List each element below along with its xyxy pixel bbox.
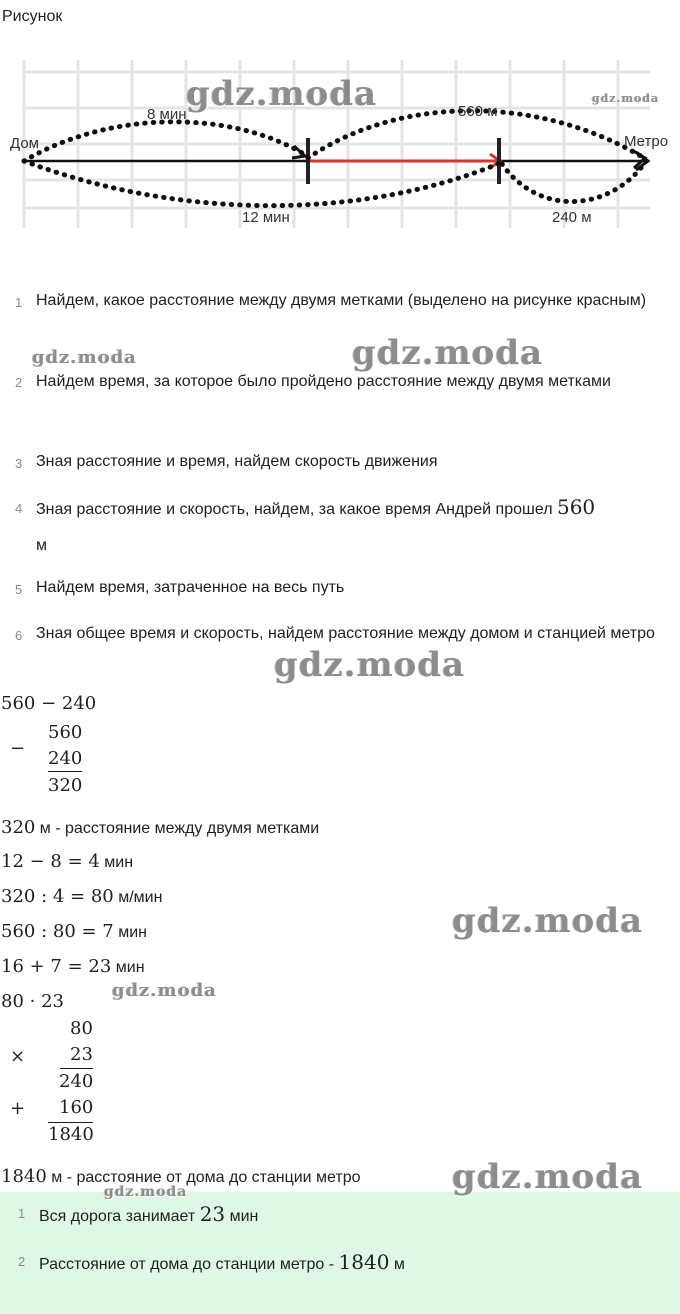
divider-line [60,1068,93,1069]
step-text: Найдем время, затраченное на весь путь [36,579,345,596]
metro-label: Метро [624,133,669,150]
line-total-distance: 1840 м - расстояние от дома до станции метро [1,1166,361,1187]
bottom-right-label: 240 м [552,209,592,226]
bottom-left-label: 12 мин [242,209,290,226]
line-speed: 320 : 4 = 80 м/мин [1,886,163,907]
watermark-logo: gdz.moda [592,92,660,105]
watermark-logo: gdz.moda [274,645,466,685]
watermark-logo: gdz.moda [452,901,644,941]
answer-number: 1 [18,1206,26,1221]
step-unit: м [36,537,47,554]
partial-product-2: 160 [59,1097,94,1118]
times-sign: × [10,1046,26,1067]
subtrahend: 240 [48,748,83,769]
step-text-part: Зная расстояние и скорость, найдем, за какое время Андрей прошел [36,501,557,518]
step-number: 2 [15,375,23,390]
step-text: Найдем время, за которое было пройдено расстояние между двумя метками [36,373,611,390]
arc-bottom-left [24,161,498,206]
step-number: 3 [15,456,23,471]
step-text: Зная общее время и скорость, найдем расстояние между домом и станцией метро [36,625,655,642]
step-number: 5 [15,582,23,597]
partial-product-1: 240 [59,1071,94,1092]
line-time-560: 560 : 80 = 7 мин [1,921,147,942]
step-number: 6 [15,628,23,643]
watermark-logo: gdz.moda [352,333,544,373]
arc-top-left [24,122,304,161]
step-text: Зная расстояние и время, найдем скорость движения [36,453,438,470]
product: 1840 [48,1124,94,1145]
top-right-label: 560 м [458,103,498,120]
home-label: Дом [10,135,39,152]
watermark-logo: gdz.moda [104,1184,188,1200]
watermark-logo: gdz.moda [452,1157,644,1197]
step-number-value: 560 [556,495,596,519]
expression-subtraction: 560 − 240 [1,693,97,714]
answer-number: 2 [18,1254,26,1269]
line-time-between-marks: 12 − 8 = 4 мин [1,851,134,872]
watermark-logo: gdz.moda [112,980,217,1001]
route-diagram [0,40,680,240]
divider-line [48,771,82,772]
minuend: 560 [48,722,83,743]
watermark-logo: gdz.moda [186,74,378,114]
step-number: 1 [15,295,23,310]
multiplier: 23 [70,1044,93,1065]
expression-multiplication: 80 · 23 [1,991,64,1012]
divider-line [48,1122,93,1123]
figure-title: Рисунок [2,8,63,25]
difference: 320 [48,775,83,796]
step-number: 4 [15,501,23,516]
multiplicand: 80 [70,1018,93,1039]
answer-text: Вся дорога занимает 23 мин [39,1202,259,1226]
minus-sign: − [10,738,26,759]
top-left-label: 8 мин [147,106,187,123]
answers-box [0,1192,680,1314]
answer-text: Расстояние от дома до станции метро - 1840 м [39,1250,405,1274]
line-total-time: 16 + 7 = 23 мин [1,956,145,977]
step-text: Найдем, какое расстояние между двумя метками (выделено на рисунке красным) [36,292,647,309]
watermark-logo: gdz.moda [32,347,137,368]
line-distance-between-marks: 320 м - расстояние между двумя метками [1,817,320,838]
plus-sign: + [10,1098,26,1119]
arc-bottom-right [502,164,644,202]
step-text [36,489,666,564]
